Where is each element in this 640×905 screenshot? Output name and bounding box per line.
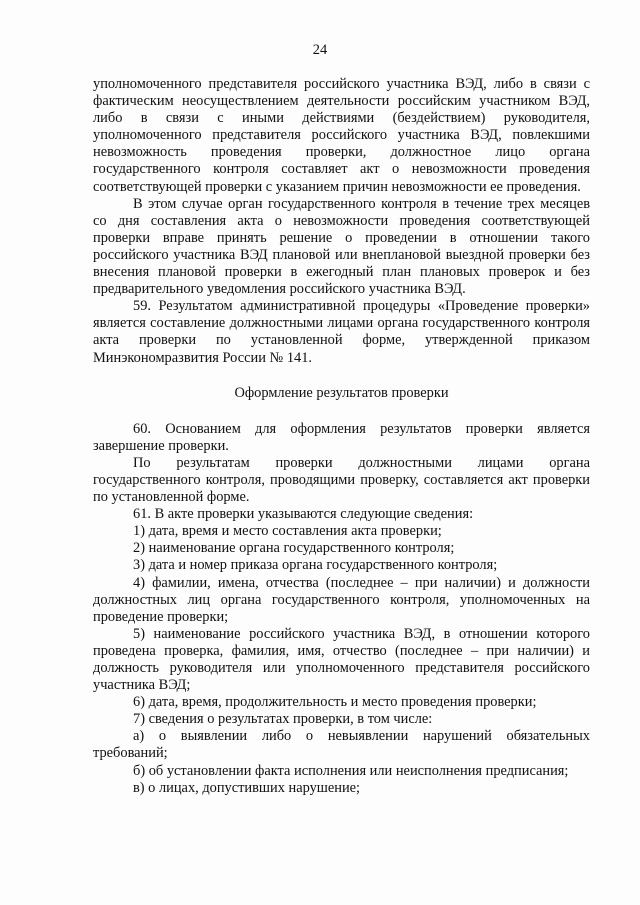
paragraph-item-61: 61. В акте проверки указываются следующие сведения: [133,506,474,523]
page-number: 24 [312,42,328,58]
list-item: 6) дата, время, продолжительность и место проведения проверки; [133,694,537,711]
paragraph: уполномоченного представителя российского участника ВЭД, либо в связи с фактическим неосуществлением деятельности российским участником ВЭД, либо в связи с иными действиями (бездействием) руководителя, уполномоченного представителя российского участника ВЭД, повлекшими невозможность проведения проверки, должностное лицо органа государственного контроля составляет акт о невозможности проведения соответствующей проверки с указанием причин невозможности ее проведения. [93,76,590,195]
sub-list-item: б) об установлении факта исполнения или неисполнения предписания; [133,762,569,779]
paragraph-item-59: 59. Результатом административной процедуры «Проведение проверки» является составление должностными лицами органа государственного контроля акта проверки по установленной форме, утвержденной приказом Минэкономразвития России № 141. [93,298,590,366]
list-item: 3) дата и номер приказа органа государственного контроля; [133,557,498,574]
list-item: 1) дата, время и место составления акта проверки; [133,523,442,540]
paragraph: По результатам проверки должностными лицами органа государственного контроля, проводящими проверку, составляется акт проверки по установленной форме. [93,454,590,506]
list-item: 7) сведения о результатах проверки, в том числе: [133,711,433,728]
sub-list-item: а) о выявлении либо о невыявлении нарушений обязательных требований; [93,728,590,762]
paragraph: В этом случае орган государственного контроля в течение трех месяцев со дня составления акта о невозможности проведения соответствующей проверки вправе принять решение о проведении в отношении такого российского участника ВЭД плановой или внеплановой выездной проверки без внесения плановой проверки в ежегодный план плановых проверок и без предварительного уведомления российского участника ВЭД. [93,195,590,298]
list-item: 2) наименование органа государственного контроля; [133,540,455,557]
list-item: 4) фамилии, имена, отчества (последнее – при наличии) и должности должностных лиц органа государственного контроля, уполномоченных на проведение проверки; [93,574,590,625]
document-body [93,76,590,797]
sub-list-item: в) о лицах, допустивших нарушение; [133,779,361,796]
paragraph-item-60: 60. Основанием для оформления результатов проверки является завершение проверки. [93,420,590,454]
list-item: 5) наименование российского участника ВЭД, в отношении которого проведена проверка, фамилия, имя, отчество (последнее – при наличии) и должность руководителя или уполномоченного представителя российского участника ВЭД; [93,625,590,694]
section-heading: Оформление результатов проверки [234,384,449,401]
